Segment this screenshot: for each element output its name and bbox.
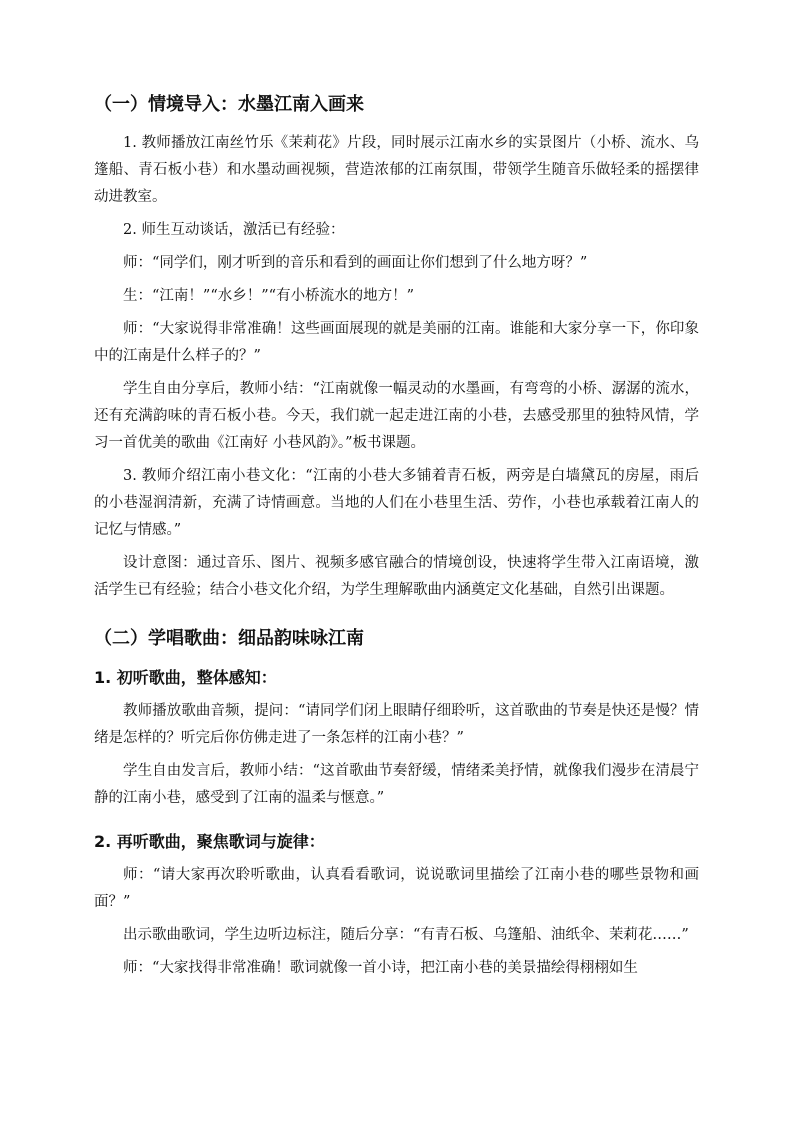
- section-heading-learn-song: （二）学唱歌曲：细品韵味咏江南: [94, 628, 364, 649]
- paragraph: 师：“请大家再次聆听歌曲，认真看看歌词，说说歌词里描绘了江南小巷的哪些景物和画面？”: [94, 867, 699, 910]
- paragraph: 出示歌曲歌词，学生边听边标注，随后分享：“有青石板、乌篷船、油纸伞、茉莉花……”: [123, 927, 689, 943]
- sub-heading-second-listen: 2. 再听歌曲，聚焦歌词与旋律：: [94, 832, 325, 851]
- paragraph: 学生自由发言后，教师小结：“这首歌曲节奏舒缓，情绪柔美抒情，就像我们漫步在清晨宁静的江南小巷，感受到了江南的温柔与惬意。”: [94, 763, 699, 806]
- paragraph: 师：“同学们，刚才听到的音乐和看到的画面让你们想到了什么地方呀？”: [123, 255, 588, 271]
- sub-heading-first-listen: 1. 初听歌曲，整体感知：: [94, 668, 277, 687]
- paragraph: 1. 教师播放江南丝竹乐《茉莉花》片段，同时展示江南水乡的实景图片（小桥、流水、乌篷船、青石板小巷）和水墨动画视频，营造浓郁的江南氛围，带领学生随音乐做轻柔的摇摆律动进教室。: [94, 135, 699, 205]
- paragraph: 师：“大家说得非常准确！这些画面展现的就是美丽的江南。谁能和大家分享一下，你印象中的江南是什么样子的？”: [94, 321, 699, 364]
- design-intent-paragraph: 设计意图：通过音乐、图片、视频多感官融合的情境创设，快速将学生带入江南语境，激活学生已有经验；结合小巷文化介绍，为学生理解歌曲内涵奠定文化基础，自然引出课题。: [94, 555, 699, 598]
- section-heading-situation-intro: （一）情境导入：水墨江南入画来: [94, 94, 364, 115]
- paragraph: 师：“大家找得非常准确！歌词就像一首小诗，把江南小巷的美景描绘得栩栩如生: [123, 960, 638, 976]
- paragraph: 生：“江南！”“水乡！”“有小桥流水的地方！”: [123, 288, 414, 304]
- paragraph: 2. 师生互动谈话，激活已有经验：: [123, 222, 345, 238]
- paragraph: 学生自由分享后，教师小结：“江南就像一幅灵动的水墨画，有弯弯的小桥、潺潺的流水，还有充满韵味的青石板小巷。今天，我们就一起走进江南的小巷，去感受那里的独特风情，学习一首优美的歌曲《江南好 小巷风韵》。”板书课题。: [94, 381, 699, 451]
- paragraph: 教师播放歌曲音频，提问：“请同学们闭上眼睛仔细聆听，这首歌曲的节奏是快还是慢？情绪是怎样的？听完后你仿佛走进了一条怎样的江南小巷？”: [94, 703, 699, 746]
- paragraph: 3. 教师介绍江南小巷文化：“江南的小巷大多铺着青石板，两旁是白墙黛瓦的房屋，雨后的小巷湿润清新，充满了诗情画意。当地的人们在小巷里生活、劳作，小巷也承载着江南人的记忆与情感。”: [94, 468, 699, 538]
